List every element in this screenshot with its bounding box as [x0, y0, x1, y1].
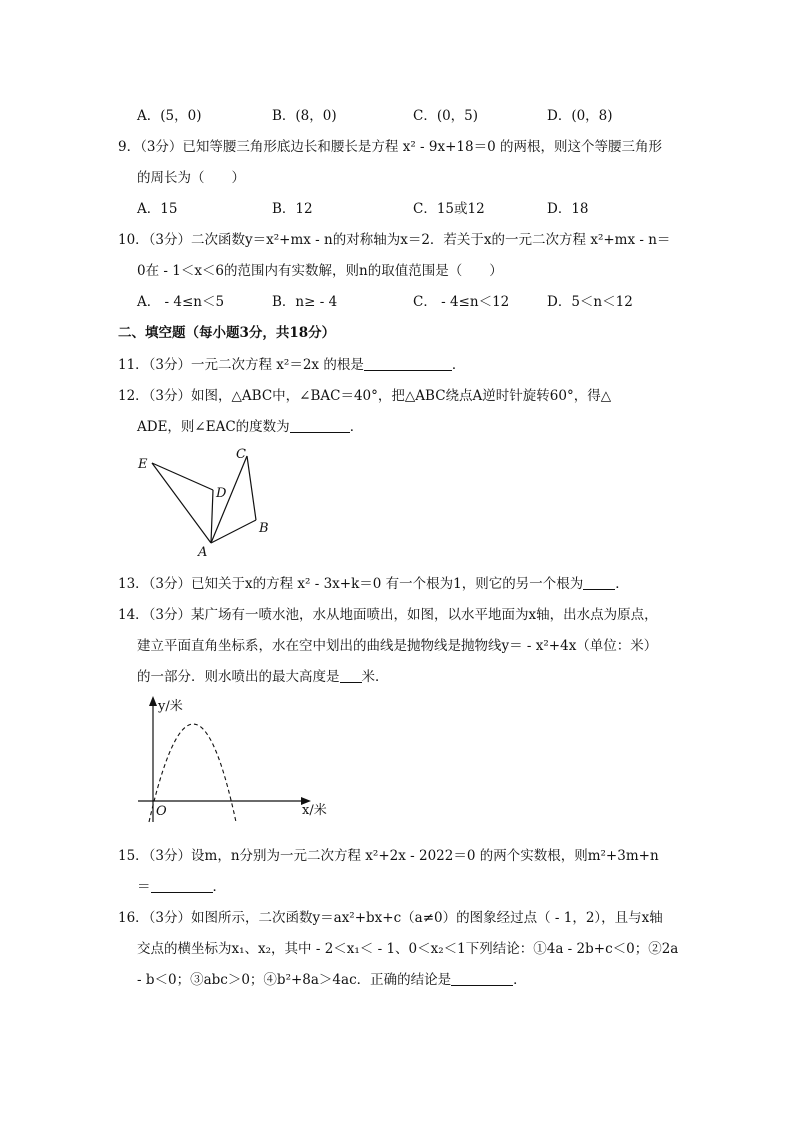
q12-end: ．: [349, 419, 364, 435]
q16-stem-line1: 16．（3分）如图所示，二次函数y＝ax²+bx+c（a≠0）的图象经过点（ - 1，2），且与x轴: [118, 910, 663, 926]
q13-answer-blank[interactable]: [583, 575, 615, 590]
q14-answer-blank[interactable]: [340, 668, 362, 683]
q10-option-a[interactable]: A． - 4≤n＜5: [137, 294, 225, 310]
q11-end: ．: [451, 357, 466, 373]
label-c: C: [236, 447, 246, 462]
y-axis-label: y/米: [158, 699, 183, 714]
q16-line3-text: - b＜0；③abc＞0；④b²+8a＞4ac．正确的结论是: [137, 972, 452, 988]
q9-option-a[interactable]: A．15: [137, 201, 178, 217]
q9-option-c[interactable]: C．15或12: [413, 201, 485, 217]
q13-text: 13．（3分）已知关于x的方程 x² - 3x+k＝0 有一个根为1，则它的另一个根为: [118, 576, 584, 592]
section-title-fill-in: 二、填空题（每小题3分，共18分）: [118, 325, 336, 341]
x-axis-label: x/米: [302, 803, 327, 818]
q12-line2-text: ADE，则∠EAC的度数为: [137, 419, 290, 435]
q16-stem-line2: 交点的横坐标为x₁、x₂，其中 - 2＜x₁＜ - 1、0＜x₂＜1下列结论：①4a - 2b+c＜0；②2a: [137, 941, 679, 957]
q15-stem-line2: [137, 875, 226, 895]
q14-line3-end: 米．: [361, 669, 389, 685]
q13-stem: [118, 572, 629, 592]
q16-answer-blank[interactable]: [451, 971, 513, 986]
segment-cb: [247, 456, 256, 520]
q16-stem-line3: [137, 968, 527, 988]
label-a: A: [198, 545, 208, 560]
q10-option-d[interactable]: D．5＜n＜12: [547, 294, 633, 310]
q15-stem-line1: 15．（3分）设m，n分别为一元二次方程 x²+2x - 2022＝0 的两个实数根，则m²+3m+n: [118, 848, 659, 864]
q8-option-c[interactable]: C．(0，5): [413, 108, 479, 124]
q9-stem-line2: 的周长为（ ）: [137, 170, 245, 186]
q9-option-d[interactable]: D．18: [547, 201, 589, 217]
q14-line3-text: 的一部分．则水喷出的最大高度是: [137, 669, 340, 685]
q14-stem-line1: 14．（3分）某广场有一喷水池，水从地面喷出，如图，以水平地面为x轴，出水点为原点，: [118, 607, 658, 623]
q14-parabola-figure: [138, 696, 327, 822]
q8-option-a[interactable]: A．(5，0): [137, 108, 202, 124]
q10-stem-line2: 0在 - 1＜x＜6的范围内有实数解，则n的取值范围是（ ）: [137, 263, 503, 279]
q11-text: 11．（3分）一元二次方程 x²＝2x 的根是: [118, 357, 364, 373]
q12-stem-line1: 12．（3分）如图，△ABC中，∠BAC＝40°，把△ABC绕点A逆时针旋转60°，得△: [118, 388, 612, 404]
q16-line3-end: ．: [513, 972, 527, 988]
q13-end: ．: [615, 576, 629, 592]
q10-option-b[interactable]: B．n≥ - 4: [272, 294, 338, 310]
origin-label: O: [156, 804, 167, 819]
label-b: B: [259, 521, 269, 536]
q9-option-b[interactable]: B．12: [272, 201, 313, 217]
q10-stem-line1: 10．（3分）二次函数y＝x²+mx - n的对称轴为x＝2．若关于x的一元二次方程 x²+mx - n＝: [118, 232, 671, 248]
segment-ea: [152, 463, 211, 543]
segment-ed: [152, 463, 213, 490]
q8-option-d[interactable]: D．(0，8): [547, 108, 613, 124]
label-e: E: [138, 457, 148, 472]
q14-stem-line2: 建立平面直角坐标系，水在空中划出的曲线是抛物线是抛物线y＝ - x²+4x（单位：米）: [137, 638, 658, 654]
q15-end: ．: [212, 879, 226, 895]
q8-option-b[interactable]: B．(8，0): [272, 108, 337, 124]
label-d: D: [216, 486, 227, 501]
y-axis-arrow: [149, 696, 157, 706]
q10-option-c[interactable]: C． - 4≤n＜12: [413, 294, 510, 310]
segment-ba: [211, 520, 256, 543]
q15-line2-text: ＝: [137, 879, 151, 895]
q9-stem-line1: 9．（3分）已知等腰三角形底边长和腰长是方程 x² - 9x+18＝0 的两根，则这个等腰三角形: [118, 139, 662, 155]
segment-da: [211, 490, 213, 543]
q14-stem-line3: [137, 665, 389, 685]
q15-answer-blank[interactable]: [151, 878, 213, 893]
